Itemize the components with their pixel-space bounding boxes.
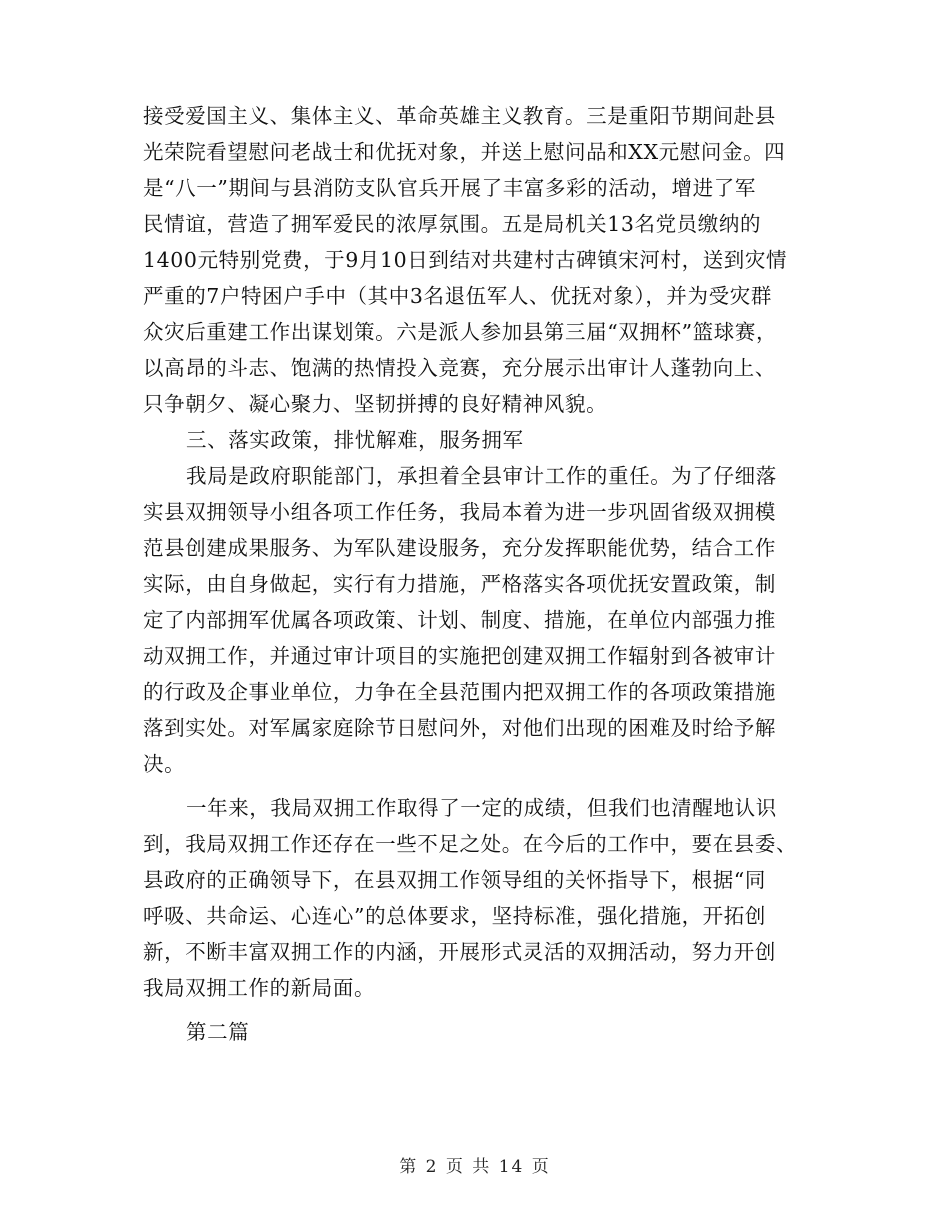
text-line: 实际，由自身做起，实行有力措施，严格落实各项优抚安置政策，制 xyxy=(143,572,776,596)
text-line: 动双拥工作，并通过审计项目的实施把创建双拥工作辐射到各被审计 xyxy=(143,644,776,668)
text-line: 接受爱国主义、集体主义、革命英雄主义教育。三是重阳节期间赴县 xyxy=(143,104,776,128)
paragraph-summary xyxy=(143,790,815,1006)
text-line: 定了内部拥军优属各项政策、计划、制度、措施，在单位内部强力推 xyxy=(143,608,776,632)
section-heading: 三、落实政策，排忧解难，服务拥军 xyxy=(186,428,524,452)
text-line: 落到实处。对军属家庭除节日慰问外，对他们出现的困难及时给予解 xyxy=(143,716,776,740)
text-line: 众灾后重建工作出谋划策。六是派人参加县第三届“双拥杯”篮球赛， xyxy=(143,320,778,344)
text-line: 呼吸、共命运、心连心”的总体要求，坚持标准，强化措施，开拓创 xyxy=(143,904,766,928)
text-line: 严重的7户特困户手中（其中3名退伍军人、优抚对象），并为受灾群 xyxy=(143,284,772,308)
paragraph-policy xyxy=(143,458,815,782)
text-line: 我局双拥工作的新局面。 xyxy=(143,976,376,1000)
text-line: 光荣院看望慰问老战士和优抚对象，并送上慰问品和XX元慰问金。四 xyxy=(143,140,786,164)
text-line: 决。 xyxy=(143,752,186,776)
text-line: 只争朝夕、凝心聚力、坚韧拼搏的良好精神风貌。 xyxy=(143,392,608,416)
text-line: 的行政及企事业单位，力争在全县范围内把双拥工作的各项政策措施 xyxy=(143,680,776,704)
text-line: 是“八一”期间与县消防支队官兵开展了丰富多彩的活动，增进了军 xyxy=(143,176,756,200)
text-line: 一年来，我局双拥工作取得了一定的成绩，但我们也清醒地认识 xyxy=(186,796,777,820)
text-line: 我局是政府职能部门，承担着全县审计工作的重任。为了仔细落 xyxy=(186,464,777,488)
page-footer: 第 2 页 共 14 页 xyxy=(399,1157,551,1177)
text-line: 范县创建成果服务、为军队建设服务，充分发挥职能优势，结合工作 xyxy=(143,536,776,560)
text-line: 新，不断丰富双拥工作的内涵，开展形式灵活的双拥活动，努力开创 xyxy=(143,940,776,964)
text-line: 以高昂的斗志、饱满的热情投入竞赛，充分展示出审计人蓬勃向上、 xyxy=(143,356,776,380)
text-line: 县政府的正确领导下，在县双拥工作领导组的关怀指导下，根据“同 xyxy=(143,868,766,892)
continued-paragraph xyxy=(143,98,815,422)
text-line: 民情谊，营造了拥军爱民的浓厚氛围。五是局机关13名党员缴纳的 xyxy=(143,212,762,236)
text-line: 1400元特别党费，于9月10日到结对共建村古碑镇宋河村，送到灾情 xyxy=(143,248,788,272)
document-body xyxy=(143,98,815,1050)
text-line: 实县双拥领导小组各项工作任务，我局本着为进一步巩固省级双拥模 xyxy=(143,500,776,524)
text-line: 到，我局双拥工作还存在一些不足之处。在今后的工作中，要在县委、 xyxy=(143,832,798,856)
next-section-title: 第二篇 xyxy=(186,1020,250,1044)
